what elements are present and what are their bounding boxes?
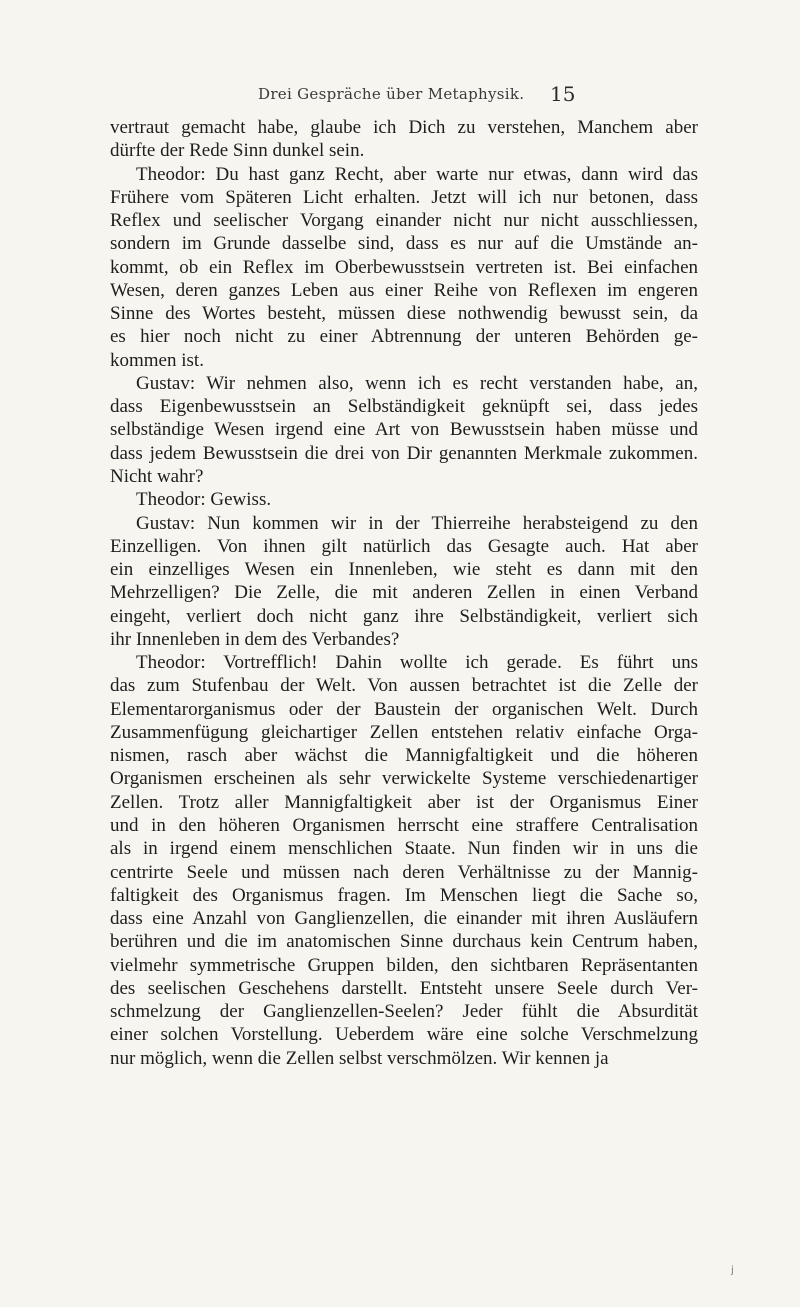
text-line: ein einzelliges Wesen ein Innenleben, wie steht es dann mit den xyxy=(110,559,698,581)
text-line: dürfte der Rede Sinn dunkel sein. xyxy=(110,140,365,162)
text-line: berühren und die im anatomischen Sinne durchaus kein Centrum haben, xyxy=(110,931,698,953)
text-line: selbständige Wesen irgend eine Art von Bewusstsein haben müsse und xyxy=(110,419,698,441)
text-line: nismen, rasch aber wächst die Mannigfaltigkeit und die höheren xyxy=(110,745,698,767)
text-line: Theodor: Vortrefflich! Dahin wollte ich gerade. Es führt uns xyxy=(136,652,698,674)
text-line: eingeht, verliert doch nicht ganz ihre Selbständigkeit, verliert sich xyxy=(110,605,698,627)
text-line: ihr Innenleben in dem des Verbandes? xyxy=(110,628,400,650)
text-line: kommen ist. xyxy=(110,349,204,371)
text-line: und in den höheren Organismen herrscht eine straffere Centralisation xyxy=(110,814,698,836)
text-line: Sinne des Wortes besteht, müssen diese nothwendig bewusst sein, da xyxy=(110,303,698,325)
text-line: das zum Stufenbau der Welt. Von aussen betrachtet ist die Zelle der xyxy=(110,675,698,697)
text-line: des seelischen Geschehens darstellt. Entsteht unsere Seele durch Ver- xyxy=(110,977,698,999)
text-line: vielmehr symmetrische Gruppen bilden, den sichtbaren Repräsentanten xyxy=(110,954,698,976)
text-line: Wesen, deren ganzes Leben aus einer Reihe von Reflexen im engeren xyxy=(110,279,698,301)
text-line: Organismen erscheinen als sehr verwickelte Systeme verschiedenartiger xyxy=(110,768,698,790)
text-line: Mehrzelligen? Die Zelle, die mit anderen Zellen in einen Verband xyxy=(110,582,698,604)
text-line: Reflex und seelischer Vorgang einander nicht nur nicht ausschliessen, xyxy=(110,210,698,232)
text-line: Frühere vom Späteren Licht erhalten. Jetzt will ich nur betonen, dass xyxy=(110,186,698,208)
text-line: Elementarorganismus oder der Baustein der organischen Welt. Durch xyxy=(110,698,698,720)
text-line: dass eine Anzahl von Ganglienzellen, die einander mit ihren Ausläufern xyxy=(110,908,698,930)
body-text xyxy=(110,116,698,1070)
text-line: faltigkeit des Organismus fragen. Im Menschen liegt die Sache so, xyxy=(110,884,698,906)
text-line: Zusammenfügung gleichartiger Zellen entstehen relativ einfache Orga- xyxy=(110,721,698,743)
text-line: kommt, ob ein Reflex im Oberbewusstsein vertreten ist. Bei einfachen xyxy=(110,256,698,278)
text-line: Gustav: Nun kommen wir in der Thierreihe herabsteigend zu den xyxy=(136,512,698,534)
text-line: Theodor: Du hast ganz Recht, aber warte nur etwas, dann wird das xyxy=(136,163,698,185)
text-line: einer solchen Vorstellung. Ueberdem wäre eine solche Verschmelzung xyxy=(110,1024,698,1046)
page-number: 15 xyxy=(550,82,576,106)
text-line: Gustav: Wir nehmen also, wenn ich es recht verstanden habe, an, xyxy=(136,372,698,394)
text-line: schmelzung der Ganglienzellen-Seelen? Jeder fühlt die Absurdität xyxy=(110,1001,698,1023)
text-line: Einzelligen. Von ihnen gilt natürlich das Gesagte auch. Hat aber xyxy=(110,535,698,557)
text-line: Nicht wahr? xyxy=(110,465,204,487)
text-line: centrirte Seele und müssen nach deren Verhältnisse zu der Mannig- xyxy=(110,861,698,883)
text-line: sondern im Grunde dasselbe sind, dass es nur auf die Umstände an- xyxy=(110,233,698,255)
text-line: es hier noch nicht zu einer Abtrennung der unteren Behörden ge- xyxy=(110,326,698,348)
margin-mark: j xyxy=(731,1265,734,1276)
text-line: vertraut gemacht habe, glaube ich Dich zu verstehen, Manchem aber xyxy=(110,117,698,138)
text-line: dass Eigenbewusstsein an Selbständigkeit geknüpft sei, dass jedes xyxy=(110,396,698,418)
running-title: Drei Gespräche über Metaphysik. xyxy=(258,85,525,103)
text-line: Zellen. Trotz aller Mannigfaltigkeit aber ist der Organismus Einer xyxy=(110,791,698,813)
text-line: dass jedem Bewusstsein die drei von Dir genannten Merkmale zukommen. xyxy=(110,442,698,464)
text-line: Theodor: Gewiss. xyxy=(136,489,272,511)
running-head xyxy=(0,82,800,109)
text-line: nur möglich, wenn die Zellen selbst verschmölzen. Wir kennen ja xyxy=(110,1047,609,1069)
text-line: als in irgend einem menschlichen Staate. Nun finden wir in uns die xyxy=(110,838,698,860)
